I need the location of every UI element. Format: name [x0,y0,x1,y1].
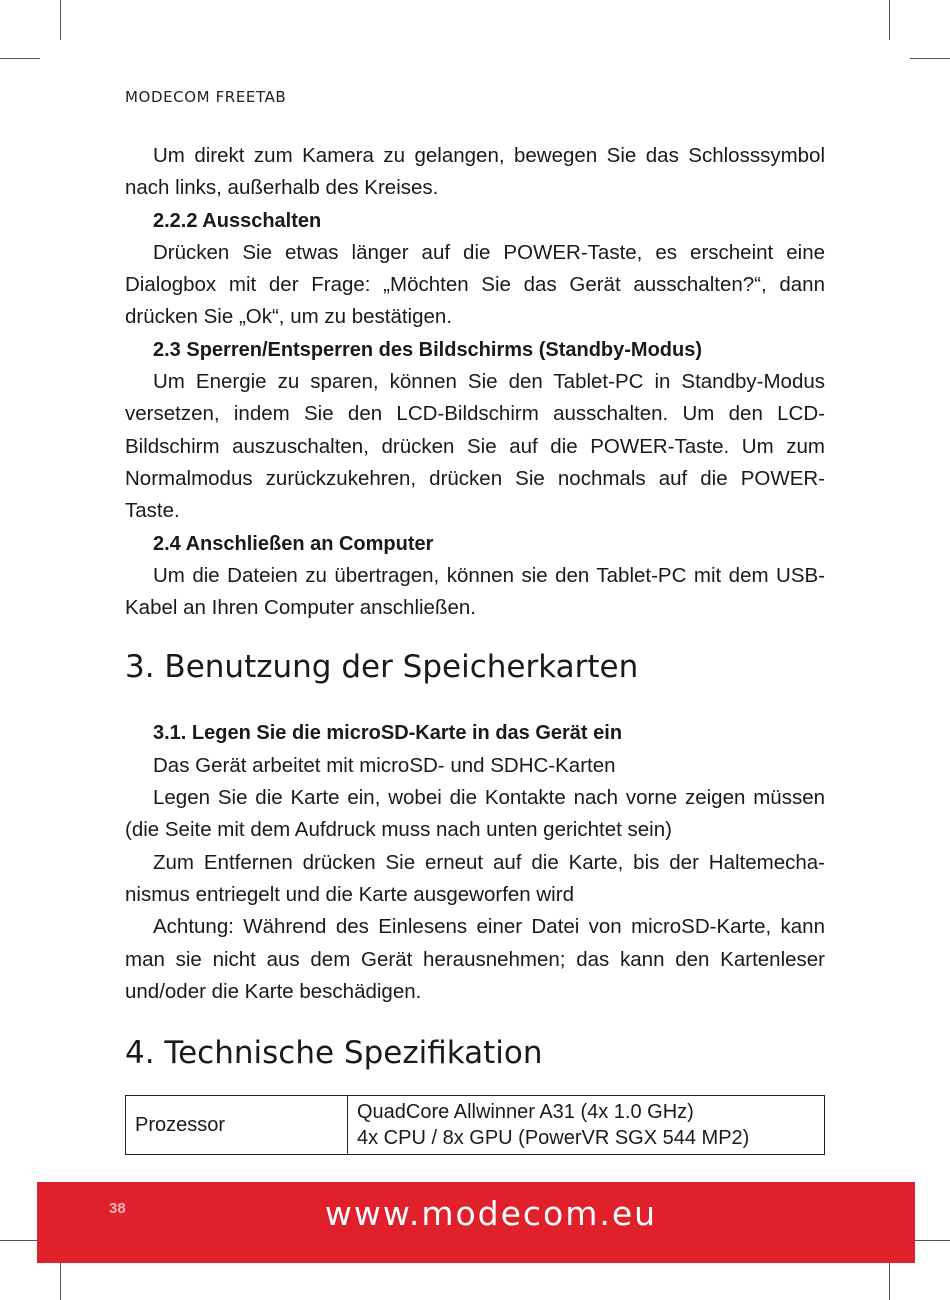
paragraph-insert-card: Legen Sie die Karte ein, wobei die Kontakte nach vorne zeigen müssen (die Seite mit dem Aufdruck muss nach unten gerichtet sein) [125,786,825,842]
table-row [126,1096,825,1155]
paragraph-remove-card: Zum Entfernen drücken Sie erneut auf die Karte, bis der Haltemechanismus entriegelt und die Karte ausgeworfen wird [125,850,825,906]
subheading-2-4: 2.4 Anschließen an Computer [153,532,434,555]
crop-mark-top-right [889,0,890,40]
spec-table [125,1095,825,1155]
spec-label-processor: Prozessor [126,1096,348,1155]
subheading-2-2-2: 2.2.2 Ausschalten [153,209,322,232]
crop-mark-left-bottom [0,1240,40,1241]
footer-url: www.modecom.eu [324,1193,658,1233]
paragraph-sd-types: Das Gerät arbeitet mit microSD- und SDHC-Karten [153,753,616,777]
intro-paragraph: Um direkt zum Kamera zu gelangen, bewegen Sie das Schlosssymbol nach links, außerhalb des Kreises. [125,144,825,200]
spec-value-line: QuadCore Allwinner A31 (4x 1.0 GHz) [357,1101,694,1124]
spec-value-line: 4x CPU / 8x GPU (PowerVR SGX 544 MP2) [357,1127,750,1150]
paragraph-ausschalten: Drücken Sie etwas länger auf die POWER-Taste, es erscheint eine Dialogbox mit der Frage: „Möchten Sie das Gerät ausschalten?“, dann drücken Sie „Ok“, um zu bestätigen. [125,240,825,329]
subheading-2-3: 2.3 Sperren/Entsperren des Bildschirms (Standby-Modus) [153,338,703,361]
footer-bar [37,1182,915,1263]
page-number: 38 [109,1200,126,1217]
running-header: MODECOM FREETAB [125,88,287,106]
section-heading-4: 4. Technische Spezifikation [125,1035,543,1072]
crop-mark-right-bottom [910,1240,950,1241]
crop-mark-bottom-left [60,1258,61,1300]
subheading-3-1: 3.1. Legen Sie die microSD-Karte in das Gerät ein [153,722,623,745]
paragraph-warning: Achtung: Während des Einlesens einer Datei von microSD-Karte, kann man sie nicht aus dem Gerät herausnehmen; das kann den Kartenleser und/oder die Karte beschädigen. [125,915,825,1003]
crop-mark-right-top [910,58,950,59]
crop-mark-top-left [60,0,61,40]
crop-mark-left-top [0,58,40,59]
crop-mark-bottom-right [889,1258,890,1300]
paragraph-computer: Um die Dateien zu übertragen, können sie den Tablet-PC mit dem USB-Kabel an Ihren Computer anschließen. [125,563,825,620]
paragraph-standby: Um Energie zu sparen, können Sie den Tablet-PC in Standby-Modus versetzen, indem Sie den LCD-Bildschirm ausschalten. Um den LCD-Bildschirm auszuschalten, drücken Sie auf die POWER-Taste. Um zum Normalmodus zurückzukehren, drücken Sie nochmals auf die POWER-Taste. [125,370,825,523]
spec-value-processor [348,1096,825,1155]
section-heading-3: 3. Benutzung der Speicherkarten [125,649,639,686]
page-content [125,140,825,1155]
